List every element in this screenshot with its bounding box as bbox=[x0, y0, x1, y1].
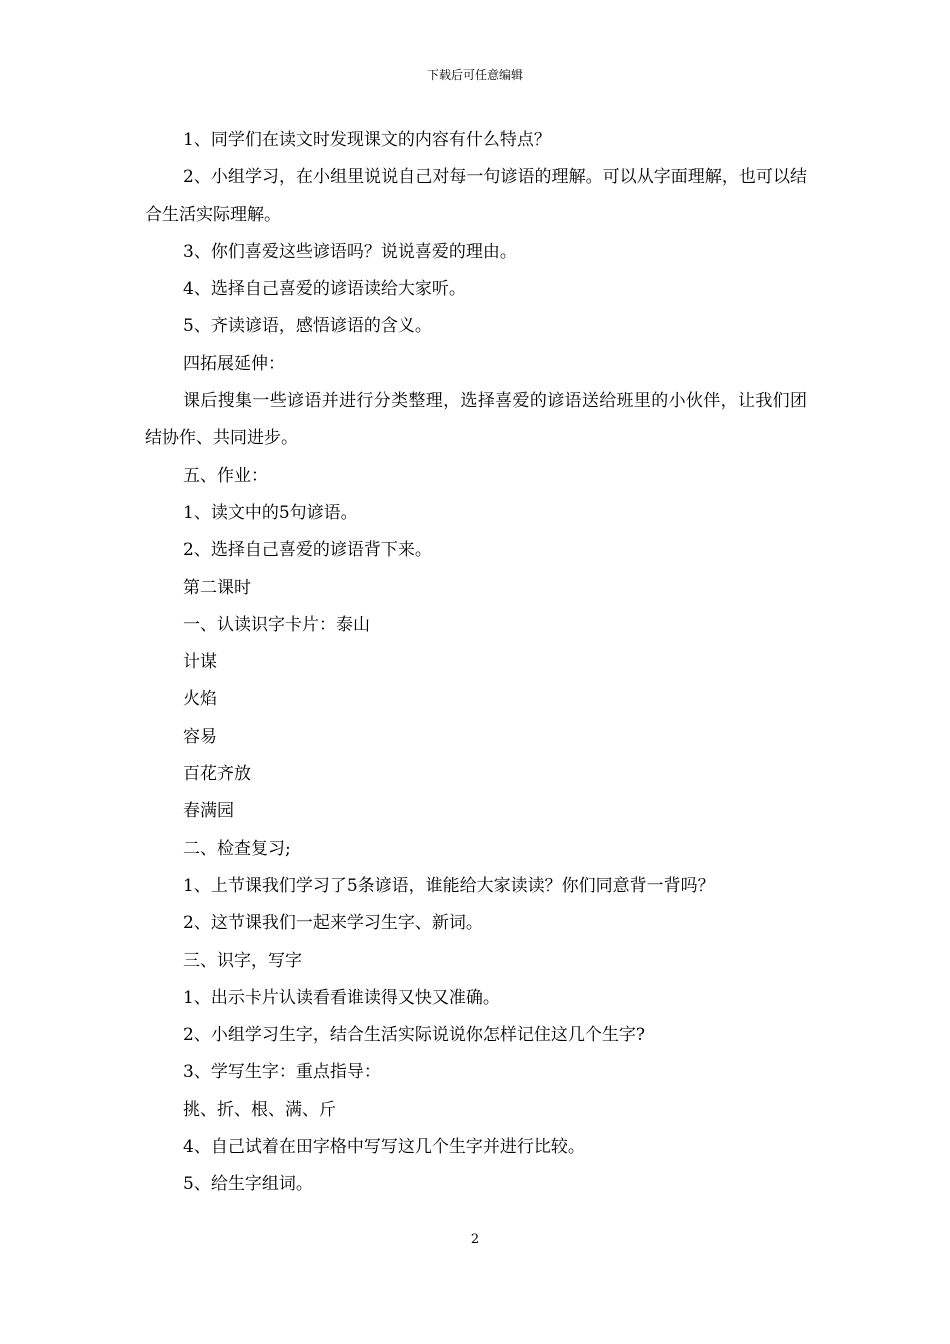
section-heading-cards: 一、认读识字卡片：泰山 bbox=[183, 614, 370, 635]
section-heading-writing: 三、识字，写字 bbox=[183, 950, 302, 971]
document-body bbox=[145, 122, 807, 1204]
paragraph-5: 5、齐读谚语，感悟谚语的含义。 bbox=[183, 316, 432, 337]
section-heading-extension: 四拓展延伸： bbox=[183, 353, 285, 374]
paragraph-4: 4、选择自己喜爱的谚语读给大家听。 bbox=[183, 279, 466, 300]
page-header: 下载后可任意编辑 bbox=[426, 68, 523, 82]
writing-item-4: 4、自己试着在田字格中写写这几个生字并进行比较。 bbox=[183, 1137, 585, 1158]
homework-item-1: 1、读文中的5句谚语。 bbox=[183, 502, 358, 523]
card-word-2: 火焰 bbox=[183, 689, 217, 710]
paragraph-3: 3、你们喜爱这些谚语吗？说说喜爱的理由。 bbox=[183, 241, 517, 262]
page-number: 2 bbox=[470, 1232, 480, 1247]
section-heading-homework: 五、作业： bbox=[183, 465, 268, 486]
card-word-4: 百花齐放 bbox=[183, 764, 251, 785]
section-heading-review: 二、检查复习; bbox=[183, 838, 291, 859]
card-word-1: 计谋 bbox=[183, 652, 217, 673]
review-item-2: 2、这节课我们一起来学习生字、新词。 bbox=[183, 913, 483, 934]
paragraph-2: 2、小组学习，在小组里说说自己对每一句谚语的理解。可以从字面理解，也可以结合生活实际理解。 bbox=[145, 167, 807, 225]
review-item-1: 1、上节课我们学习了5条谚语，谁能给大家读读？你们同意背一背吗？ bbox=[183, 875, 715, 896]
key-characters: 挑、折、根、满、斤 bbox=[183, 1099, 336, 1120]
writing-item-3: 3、学写生字：重点指导： bbox=[183, 1062, 381, 1083]
writing-item-5: 5、给生字组词。 bbox=[183, 1174, 313, 1195]
paragraph-1: 1、同学们在读文时发现课文的内容有什么特点？ bbox=[183, 130, 551, 150]
paragraph-extension: 课后搜集一些谚语并进行分类整理，选择喜爱的谚语送给班里的小伙伴，让我们团结协作、共同进步。 bbox=[145, 391, 807, 449]
writing-item-1: 1、出示卡片认读看看谁读得又快又准确。 bbox=[183, 987, 500, 1008]
card-word-3: 容易 bbox=[183, 726, 217, 747]
lesson-title: 第二课时 bbox=[183, 577, 251, 598]
writing-item-2: 2、小组学习生字，结合生活实际说说你怎样记住这几个生字? bbox=[183, 1025, 645, 1046]
card-word-5: 春满园 bbox=[183, 801, 234, 822]
homework-item-2: 2、选择自己喜爱的谚语背下来。 bbox=[183, 540, 432, 561]
